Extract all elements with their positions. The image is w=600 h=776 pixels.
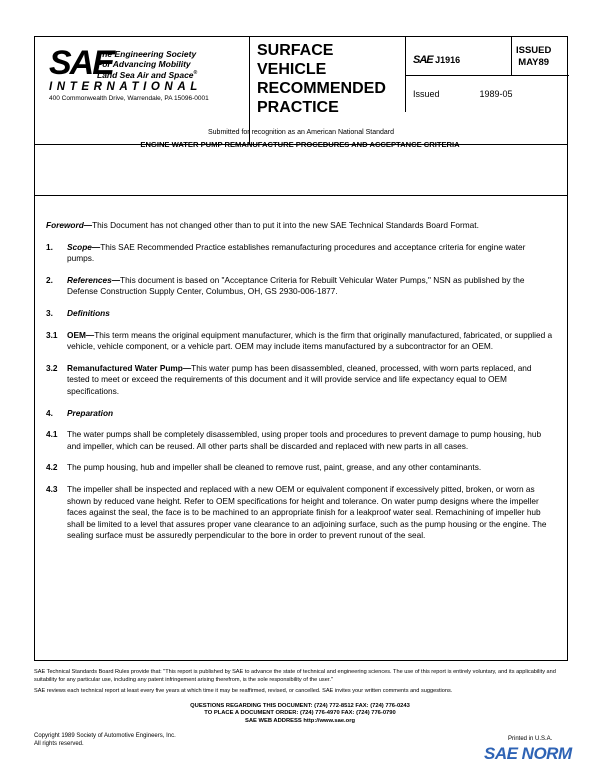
sae-norm-logo: SAE NORM [484,744,572,763]
address: 400 Commonwealth Drive, Warrendale, PA 15096-0001 [49,95,209,102]
document-title: ENGINE WATER PUMP REMANUFACTURE PROCEDURES AND ACCEPTANCE CRITERIA [140,140,460,149]
section-4-1: 4.1 The water pumps shall be completely disassembled, using proper tools and procedures to prevent damage to pump housing, hub and impeller, which can be reused. All other parts shall be discarded and replaced with new parts in all cases. [46,429,542,451]
header-hline [405,75,569,76]
international-label: INTERNATIONAL [49,81,202,93]
doc-type: SURFACE VEHICLE RECOMMENDED PRACTICE [257,42,386,116]
section-4: 4. Preparation [46,407,114,418]
title-divider [34,195,568,196]
section-4-2: 4.2 The pump housing, hub and impeller shall be cleaned to remove rust, paint, grease, and any other contaminants. [46,462,482,473]
order-info: QUESTIONS REGARDING THIS DOCUMENT: (724) 772-8512 FAX: (724) 776-0243 TO PLACE A DOCUMENT ORDER: (724) 776-4970 FAX: (724) 776-0790 SAE WEB ADDRESS http://www.sae.org [190,703,410,724]
section-4-3: 4.3 The impeller shall be inspected and replaced with a new OEM or equivalent component if excessively pitted, broken, or worn as shown by reduced vane height. Refer to OEM specifications for height and tolerance. On water pump designs where the impeller faces against the seal, the face is to be machined to an appropriate finish for a leakproof water seal. Remachining of impeller hub shall be limited to a level that assures proper vane clearance to an adjoining surface, such as the pump housing or the engine. The sealing surface must be assuredly perpendicular to the bore in order to prevent runout of the seal. [46,483,547,541]
sae-tagline: The Engineering Society For Advancing Mobility Land Sea Air and Space® [97,49,198,80]
printed-in: Printed in U.S.A. [508,736,553,742]
section-2: 2. References—This document is based on "Acceptance Criteria for Rebuilt Vehicular Water Pumps," NSN as published by the Defense Construction Supply Center, Columbus, OH, GS 2930-006-1877. [46,274,525,297]
issued-header: ISSUED MAY89 [516,45,552,68]
section-1: 1. Scope—This SAE Recommended Practice establishes remanufacturing procedures and acceptance criteria for engine water pumps. [46,241,526,264]
document-number: SAE J1916 [413,54,461,66]
foreword: Foreword—This Document has not changed other than to put it into the new SAE Technical Standards Board Format. [46,220,479,230]
section-3: 3. Definitions [46,307,110,318]
section-3-1: 3.1 OEM—This term means the original equipment manufacturer, which is the firm that originally manufactured, fabricated, or supplied a vehicle, vehicle component, or a vehicle part. OEM may include items manufactured by a subcontractor for an OEM. [46,329,553,352]
header-vline [511,37,512,75]
issued-date-line: Issued 1989-05 [413,89,513,99]
header-vline [249,37,250,144]
sae-logo-text: SAE [49,44,113,82]
review-text: SAE reviews each technical report at least every five years at which time it may be reaffirmed, revised, or cancelled. SAE invites your written comments and suggestions. [34,688,453,694]
submitted-note: Submitted for recognition as an American National Standard [208,129,394,136]
copyright: Copyright 1989 Society of Automotive Engineers, Inc. All rights reserved. [34,733,176,747]
policy-text: SAE Technical Standards Board Rules provide that: "This report is published by SAE to advance the state of technical and engineering sciences. The use of this report is entirely voluntary, and its applicability and suitability for any particular use, including any patent infringement arising therefrom, is the sole responsibility of the user." [34,669,556,683]
section-3-2: 3.2 Remanufactured Water Pump—This water pump has been disassembled, cleaned, processed, with worn parts replaced, and tested to meet or exceed the requirements of this document and it will provide service and life expectancy equal to OEM specifications. [46,362,532,396]
document-body [46,220,554,552]
policy-notes [34,669,568,700]
